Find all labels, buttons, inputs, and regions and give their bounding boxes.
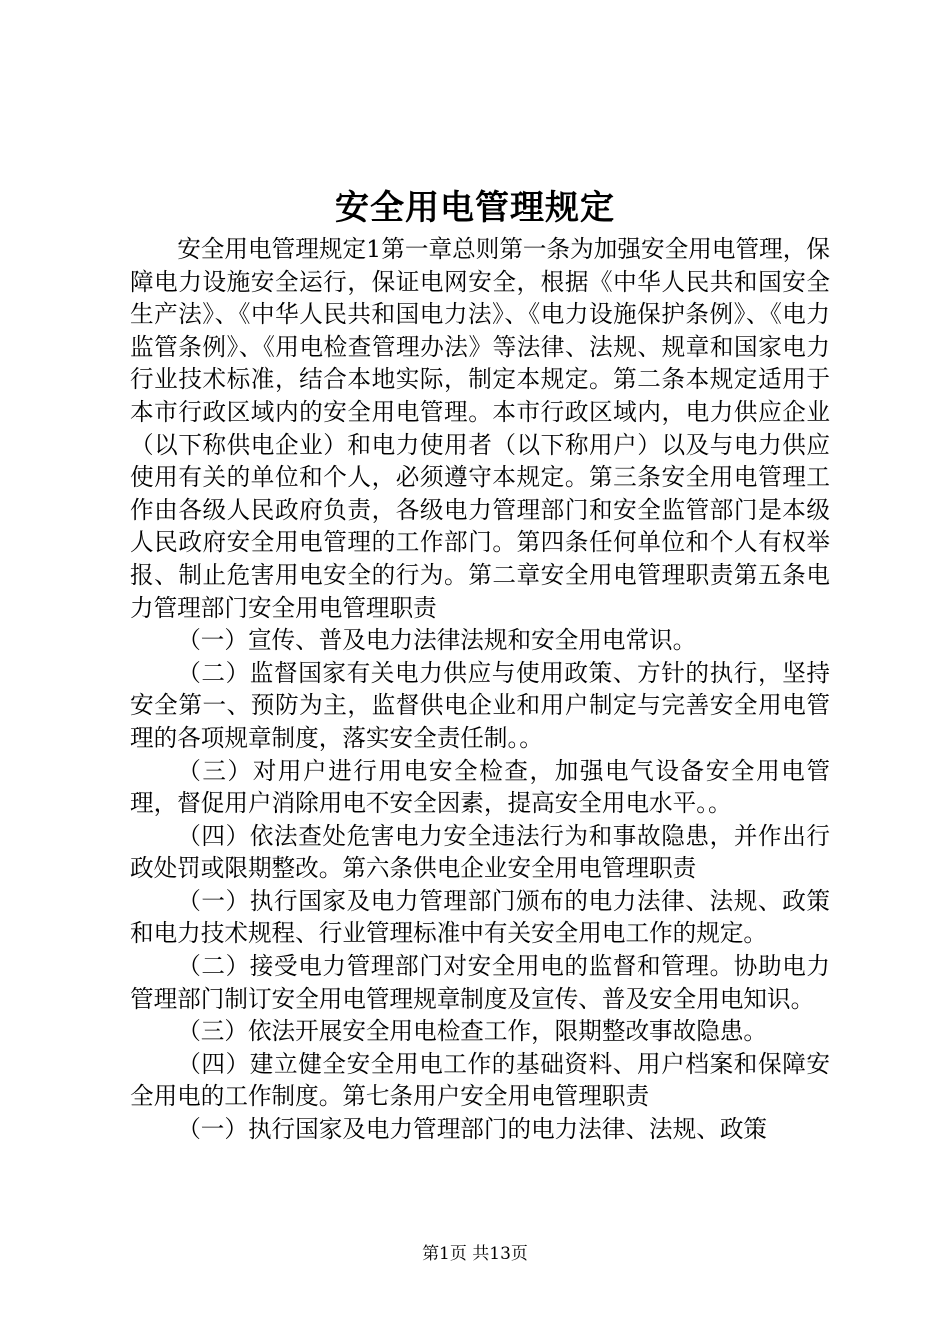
- paragraph: （三）依法开展安全用电检查工作，限期整改事故隐患。: [177, 1017, 768, 1046]
- paragraph: （二）监督国家有关电力供应与使用政策、方针的执行，坚持安全第一、预防为主，监督供电企业和用户制定与完善安全用电管理的各项规章制度，落实安全责任制。。: [130, 658, 830, 752]
- paragraph: （四）建立健全安全用电工作的基础资料、用户档案和保障安全用电的工作制度。第七条用户安全用电管理职责: [130, 1049, 830, 1111]
- paragraph: （二）接受电力管理部门对安全用电的监督和管理。协助电力管理部门制订安全用电管理规章制度及宣传、普及安全用电知识。: [130, 952, 830, 1013]
- paragraph: （一）执行国家及电力管理部门的电力法律、法规、政策: [177, 1115, 768, 1144]
- document-body: [130, 233, 830, 1146]
- paragraph: （一）宣传、普及电力法律法规和安全用电常识。: [177, 626, 697, 655]
- paragraph: （四）依法查处危害电力安全违法行为和事故隐患，并作出行政处罚或限期整改。第六条供电企业安全用电管理职责: [130, 821, 830, 883]
- document-title: 安全用电管理规定: [335, 188, 615, 228]
- paragraph: 安全用电管理规定1第一章总则第一条为加强安全用电管理，保障电力设施安全运行，保证电网安全，根据《中华人民共和国安全生产法》、《中华人民共和国电力法》、《电力设施保护条例》、《电力监管条例》、《用电检查管理办法》等法律、法规、规章和国家电力行业技术标准，结合本地实际，制定本规定。第二条本规定适用于本市行政区域内的安全用电管理。本市行政区域内，电力供应企业（以下称供电企业）和电力使用者（以下称用户）以及与电力供应使用有关的单位和个人，必须遵守本规定。第三条安全用电管理工作由各级人民政府负责，各级电力管理部门和安全监管部门是本级人民政府安全用电管理的工作部门。第四条任何单位和个人有权举报、制止危害用电安全的行为。第二章安全用电管理职责第五条电力管理部门安全用电管理职责: [130, 235, 830, 622]
- paragraph: （一）执行国家及电力管理部门颁布的电力法律、法规、政策和电力技术规程、行业管理标准中有关安全用电工作的规定。: [130, 886, 830, 948]
- page-number-footer: 第1页 共13页: [422, 1244, 528, 1264]
- paragraph: （三）对用户进行用电安全检查，加强电气设备安全用电管理，督促用户消除用电不安全因素，提高安全用电水平。。: [130, 756, 830, 818]
